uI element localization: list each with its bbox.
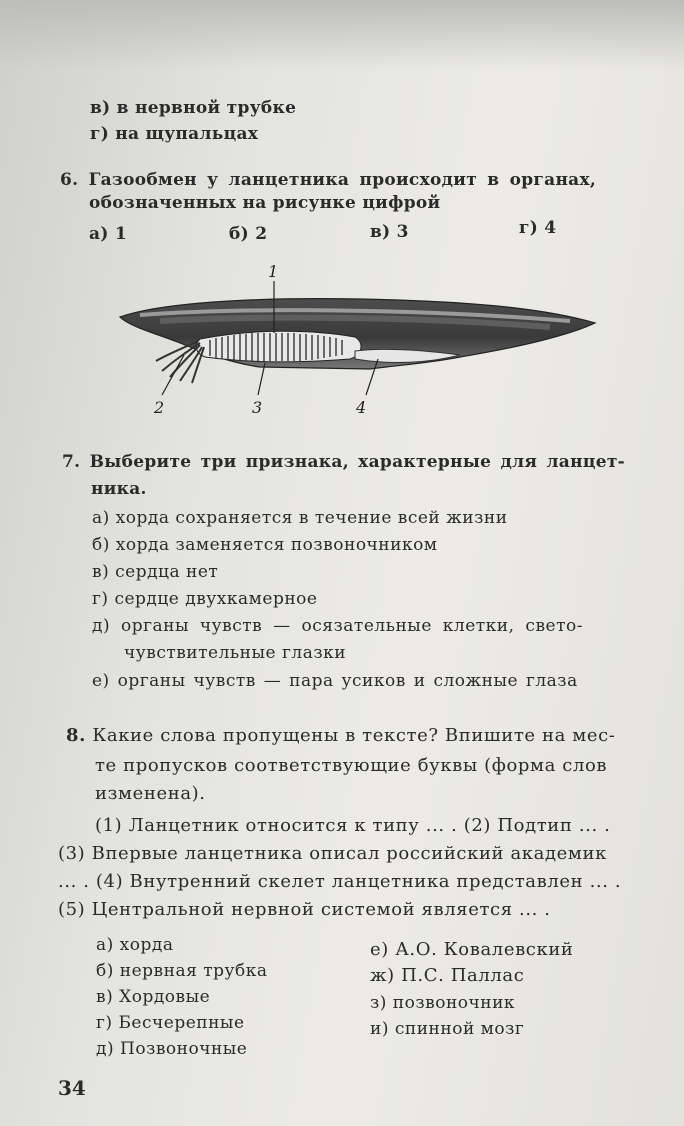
q7-option-e: е) органы чувств — пара усиков и сложные глаза bbox=[92, 671, 578, 691]
q6-number: 6. bbox=[60, 170, 79, 190]
figure-label-2: 2 bbox=[154, 398, 165, 417]
q7-text-line2: ника. bbox=[91, 479, 147, 499]
q8-question-line1: Какие слова пропущены в тексте? Впишите на мес- bbox=[92, 725, 616, 746]
q7-option-a: а) хорда сохраняется в течение всей жизни bbox=[92, 508, 508, 528]
page-number: 34 bbox=[58, 1076, 86, 1100]
q8-passage-line2: (3) Впервые ланцетника описал российский академик bbox=[58, 843, 607, 864]
q8-choice-v: в) Хордовые bbox=[96, 987, 211, 1007]
q8-choice-e: е) А.О. Ковалевский bbox=[370, 939, 574, 960]
figure-label-3: 3 bbox=[252, 398, 263, 417]
q8-choice-d: д) Позвоночные bbox=[96, 1039, 248, 1059]
q8-choice-g: г) Бесчерепные bbox=[96, 1013, 245, 1033]
figure-label-1: 1 bbox=[268, 262, 279, 281]
q7-question-line1: Выберите три признака, характерные для ланцет- bbox=[89, 452, 626, 472]
q8-text-line1 bbox=[66, 725, 615, 746]
q8-text-line3: изменена). bbox=[95, 783, 206, 804]
q6-text-line1 bbox=[60, 170, 596, 190]
q8-number: 8. bbox=[66, 725, 86, 746]
q6-question-line1: Газообмен у ланцетника происходит в органах, bbox=[88, 170, 597, 190]
q8-choice-zh: ж) П.С. Паллас bbox=[370, 965, 525, 986]
q8-passage-line3: ... . (4) Внутренний скелет ланцетника представлен ... . bbox=[58, 871, 622, 892]
q6-option-a: а) 1 bbox=[89, 224, 128, 244]
q7-number: 7. bbox=[62, 452, 81, 472]
q8-choice-a: а) хорда bbox=[96, 935, 174, 955]
q7-option-d-cont: чувствительные глазки bbox=[124, 643, 347, 663]
prev-option-g: г) на щупальцах bbox=[90, 124, 259, 144]
q8-passage-line1: (1) Ланцетник относится к типу ... . (2) Подтип ... . bbox=[95, 815, 611, 836]
q8-choice-z: з) позвоночник bbox=[370, 993, 516, 1013]
page-shadow bbox=[0, 0, 684, 70]
q7-option-v: в) сердца нет bbox=[92, 562, 219, 582]
q8-choice-i: и) спинной мозг bbox=[370, 1019, 525, 1039]
q8-choice-b: б) нервная трубка bbox=[96, 961, 268, 981]
q7-text-line1 bbox=[62, 452, 625, 472]
lancelet-diagram bbox=[100, 255, 610, 425]
q8-text-line2: те пропусков соответствующие буквы (форма слов bbox=[95, 755, 608, 776]
q8-passage-line4: (5) Центральной нервной системой является ... . bbox=[58, 899, 551, 920]
q6-text-line2: обозначенных на рисунке цифрой bbox=[89, 193, 441, 213]
q7-option-b: б) хорда заменяется позвоночником bbox=[92, 535, 438, 555]
q7-option-d: д) органы чувств — осязательные клетки, свето- bbox=[92, 616, 583, 636]
q7-option-g: г) сердце двухкамерное bbox=[92, 589, 318, 609]
figure-label-4: 4 bbox=[356, 398, 367, 417]
q6-option-b: б) 2 bbox=[229, 224, 268, 244]
prev-option-v: в) в нервной трубке bbox=[90, 98, 297, 118]
q6-option-v: в) 3 bbox=[370, 222, 409, 242]
q6-option-g: г) 4 bbox=[519, 218, 557, 238]
